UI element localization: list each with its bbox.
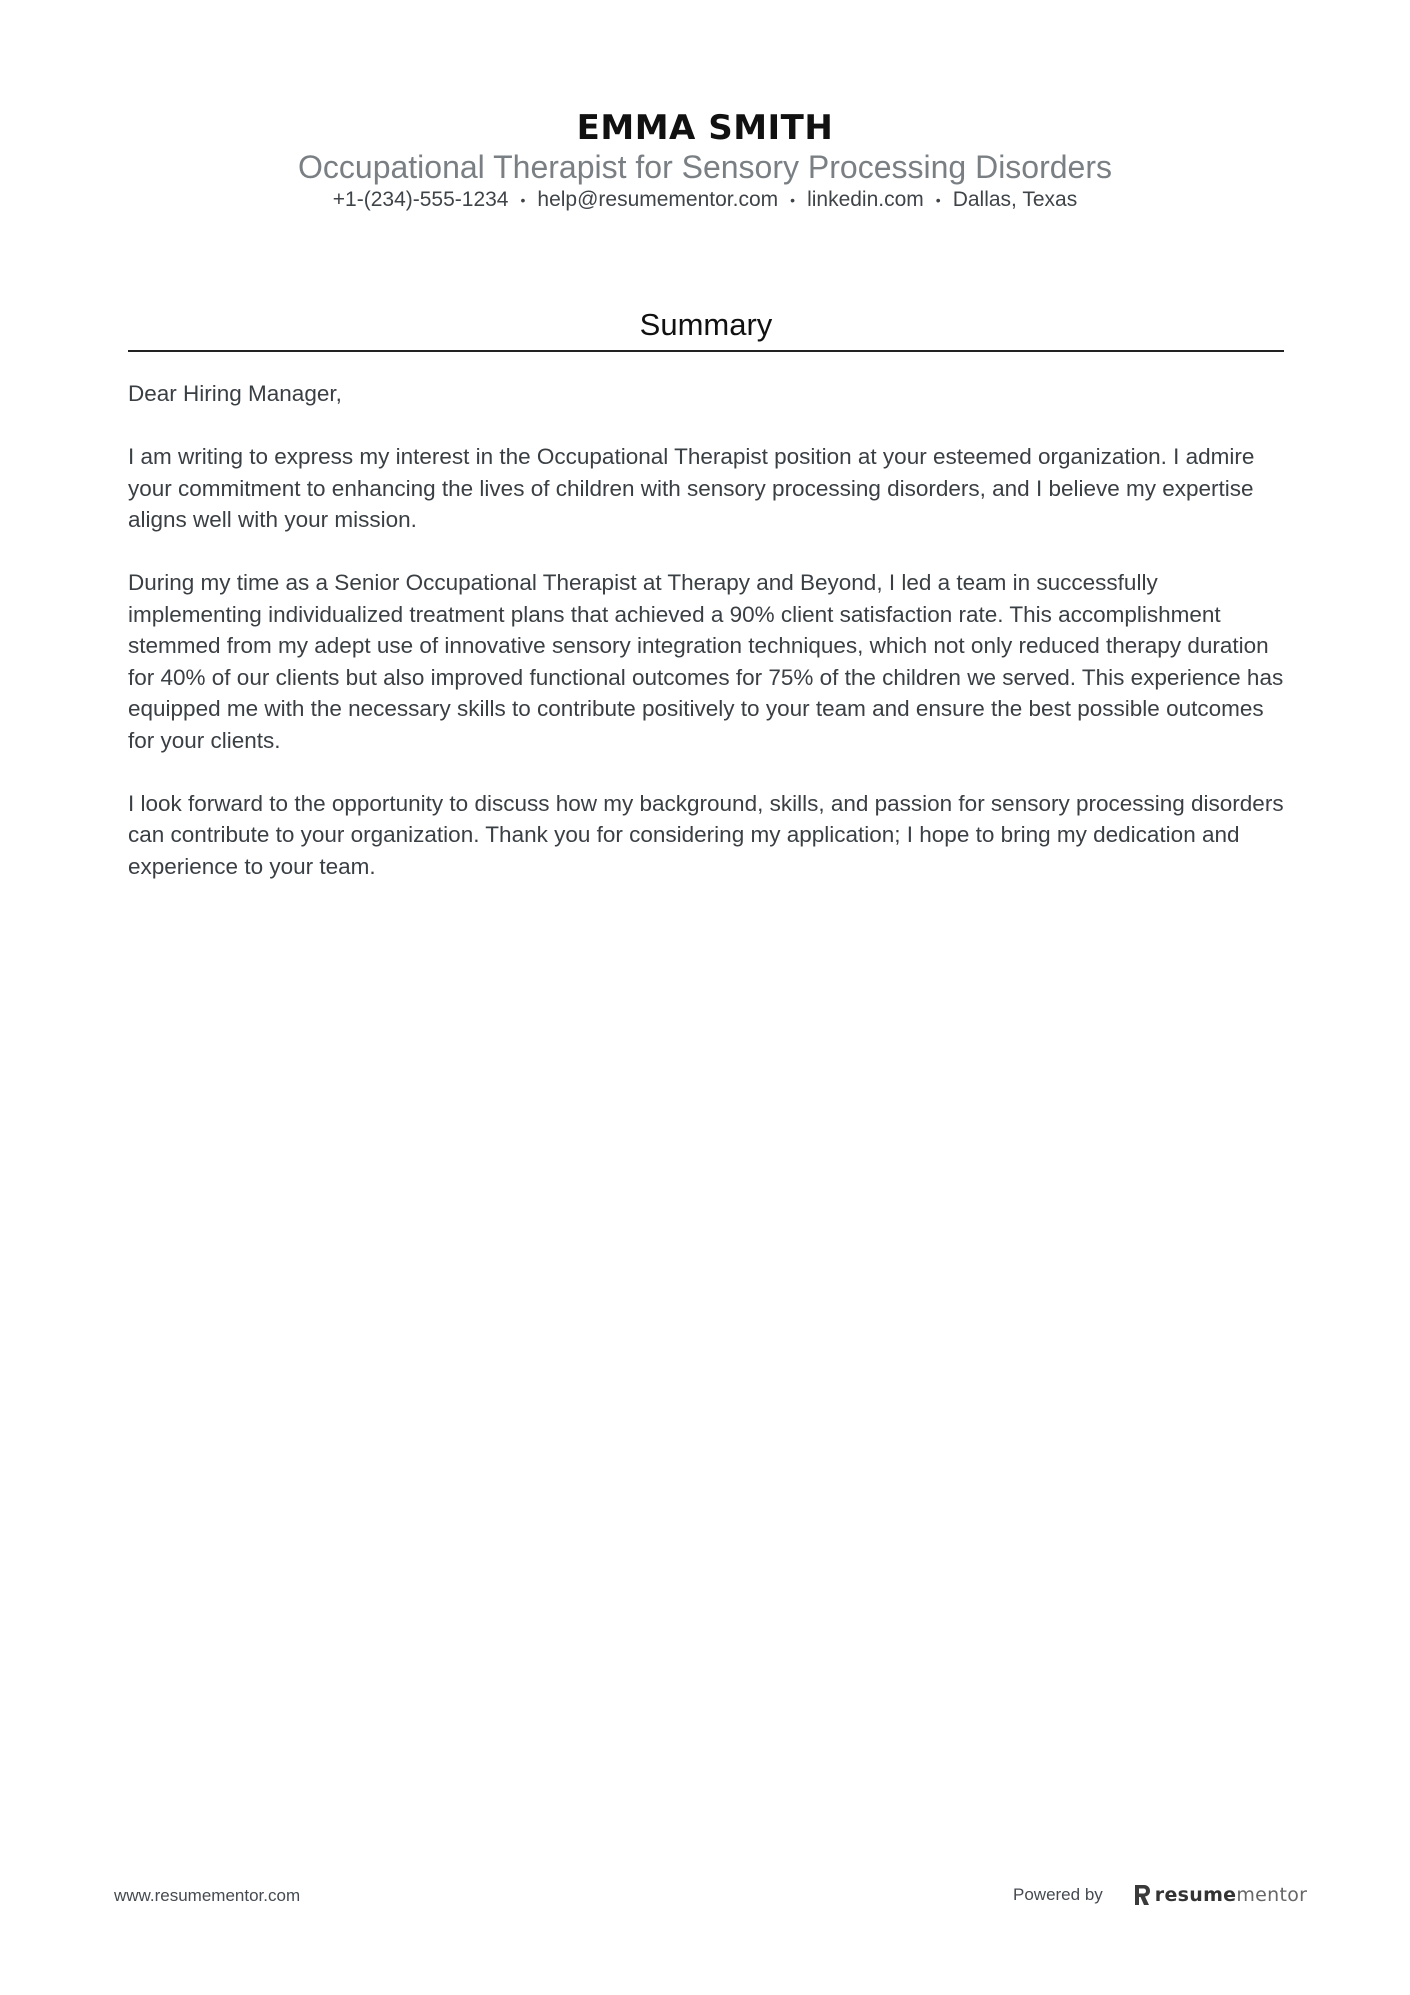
powered-by-label: Powered by	[1013, 1885, 1103, 1904]
body-paragraph: I am writing to express my interest in the Occupational Therapist position at your esteemed organization. I admire your commitment to enhancing the lives of children with sensory processing disorders, and I believe my expertise aligns well with your mission.	[128, 444, 1255, 532]
contact-phone: +1-(234)-555-1234	[332, 188, 509, 211]
contact-email[interactable]: help@resumementor.com	[537, 188, 779, 211]
logo-text-bold: resume	[1154, 1884, 1237, 1906]
footer-website-link[interactable]: www.resumementor.com	[114, 1886, 301, 1905]
resumementor-logo-text[interactable]	[1155, 1884, 1308, 1906]
salutation: Dear Hiring Manager,	[128, 381, 342, 406]
body-paragraph: During my time as a Senior Occupational Therapist at Therapy and Beyond, I led a team in successfully implementing individualized treatment plans that achieved a 90% client satisfaction rate. This accomplishment stemmed from my adept use of innovative sensory integration techniques, which not only reduced therapy duration for 40% of our clients but also improved functional outcomes for 75% of the children we served. This experience has equipped me with the necessary skills to contribute positively to your team and ensure the best possible outcomes for your clients.	[128, 570, 1284, 753]
contact-location: Dallas, Texas	[952, 188, 1078, 211]
section-heading-summary: Summary	[639, 307, 773, 342]
contact-separator: •	[520, 192, 526, 209]
body-paragraph: I look forward to the opportunity to discuss how my background, skills, and passion for sensory processing disorders can contribute to your organization. Thank you for considering my application; I hope to bring my dedication and experience to your team.	[128, 790, 1284, 879]
footer-branding	[1013, 1882, 1307, 1908]
section-divider	[128, 350, 1284, 352]
job-title: Occupational Therapist for Sensory Processing Disorders	[298, 149, 1112, 185]
contact-separator: •	[790, 192, 796, 209]
resumementor-logo-icon	[1133, 1884, 1151, 1906]
summary-body	[128, 378, 1288, 914]
candidate-name: EMMA SMITH	[576, 108, 834, 148]
logo-text-light: mentor	[1236, 1884, 1308, 1906]
resume-header	[0, 108, 1410, 214]
contact-line	[0, 186, 1410, 214]
contact-separator: •	[935, 192, 941, 209]
contact-linkedin[interactable]: linkedin.com	[807, 188, 924, 211]
